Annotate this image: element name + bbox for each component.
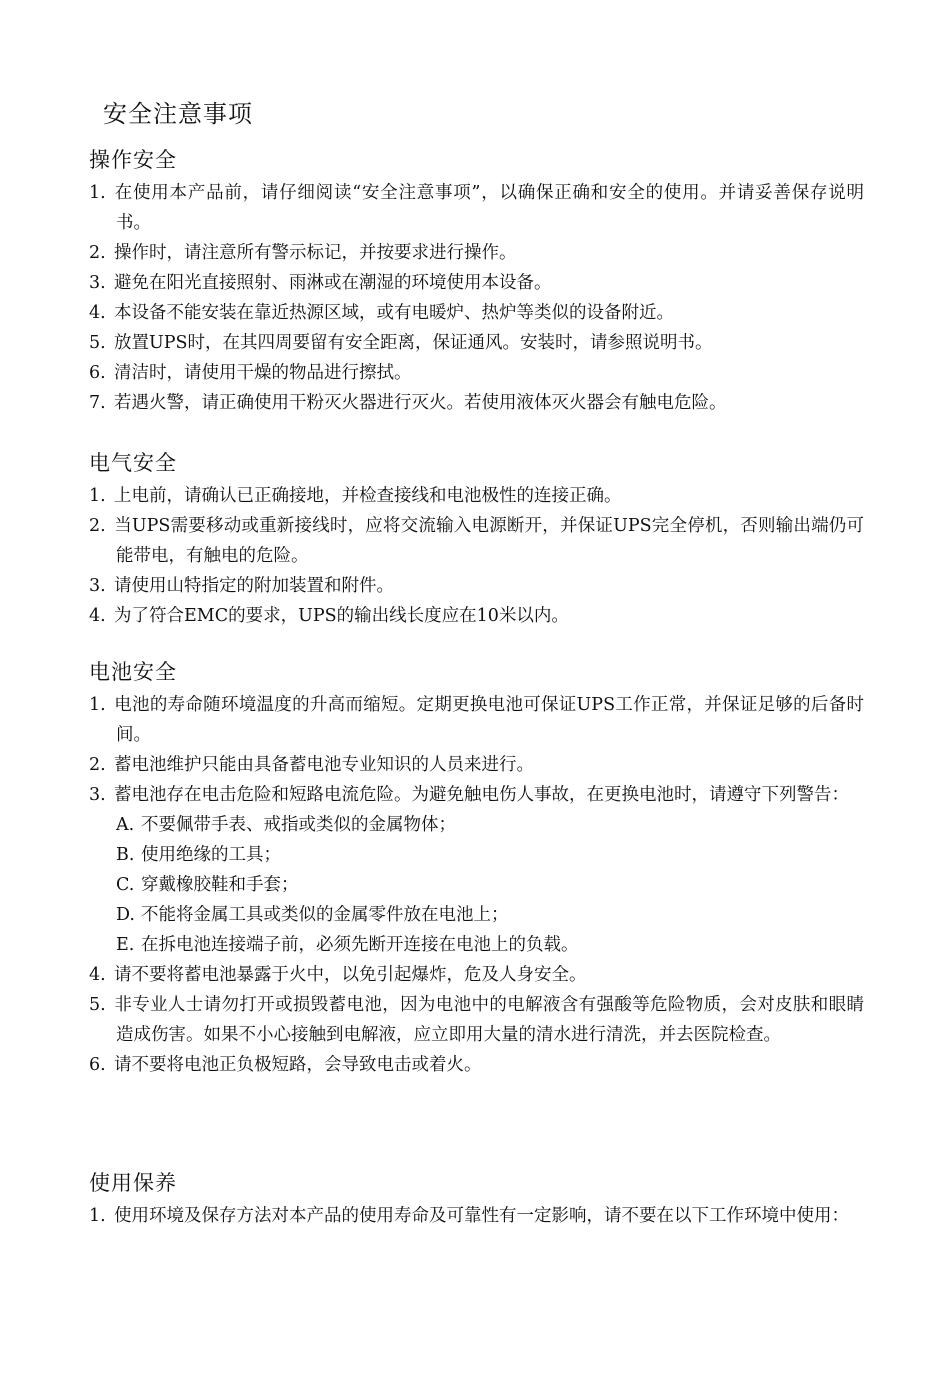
item-list — [89, 178, 864, 418]
item-text: 不要佩带手表、戒指或类似的金属物体； — [141, 815, 456, 835]
item-number: 4. — [89, 303, 106, 323]
item-text: 避免在阳光直接照射、雨淋或在潮湿的环境使用本设备。 — [114, 273, 552, 293]
item-text: 使用绝缘的工具； — [141, 845, 281, 865]
item-letter: C. — [116, 875, 135, 895]
list-item — [89, 571, 864, 601]
list-item — [89, 298, 864, 328]
sub-list-item — [89, 870, 864, 900]
item-number: 1. — [89, 695, 106, 715]
section-usage-maintenance — [89, 1169, 864, 1231]
section-heading: 电气安全 — [89, 451, 177, 475]
list-item — [89, 511, 864, 571]
item-list — [89, 690, 864, 1080]
item-number: 2. — [89, 755, 106, 775]
item-list — [89, 481, 864, 631]
section-battery-safety — [89, 658, 864, 1080]
list-item — [89, 990, 864, 1050]
section-electrical-safety — [89, 449, 864, 631]
list-item — [89, 1050, 864, 1080]
item-letter: B. — [116, 845, 135, 865]
item-text: 清洁时，请使用干燥的物品进行擦拭。 — [114, 363, 412, 383]
item-text: 上电前，请确认已正确接地，并检查接线和电池极性的连接正确。 — [114, 486, 622, 506]
item-number: 4. — [89, 965, 106, 985]
list-item — [89, 268, 864, 298]
item-number: 6. — [89, 363, 106, 383]
sub-list-item — [89, 900, 864, 930]
list-item — [89, 388, 864, 418]
item-text: 放置UPS时，在其四周要留有安全距离，保证通风。安装时，请参照说明书。 — [114, 333, 713, 353]
item-text: 操作时，请注意所有警示标记，并按要求进行操作。 — [114, 243, 517, 263]
item-text: 穿戴橡胶鞋和手套； — [141, 875, 299, 895]
item-number: 2. — [89, 243, 106, 263]
list-item — [89, 780, 864, 810]
item-text: 蓄电池维护只能由具备蓄电池专业知识的人员来进行。 — [114, 755, 534, 775]
sub-list-item — [89, 840, 864, 870]
item-number: 5. — [89, 995, 106, 1015]
item-number: 3. — [89, 785, 106, 805]
item-text: 本设备不能安装在靠近热源区域，或有电暖炉、热炉等类似的设备附近。 — [114, 303, 674, 323]
list-item — [89, 178, 864, 238]
page-title: 安全注意事项 — [103, 100, 253, 128]
list-item — [89, 358, 864, 388]
item-letter: E. — [116, 935, 135, 955]
item-number: 1. — [89, 1206, 106, 1226]
item-letter: A. — [116, 815, 135, 835]
item-list — [89, 1201, 864, 1231]
item-number: 3. — [89, 273, 106, 293]
item-number: 1. — [89, 486, 106, 506]
item-text: 请不要将蓄电池暴露于火中，以免引起爆炸，危及人身安全。 — [114, 965, 587, 985]
section-heading: 操作安全 — [89, 148, 177, 172]
item-number: 6. — [89, 1055, 106, 1075]
list-item — [89, 328, 864, 358]
item-text: 请使用山特指定的附加装置和附件。 — [114, 576, 394, 596]
list-item — [89, 750, 864, 780]
item-number: 4. — [89, 606, 106, 626]
item-text: 使用环境及保存方法对本产品的使用寿命及可靠性有一定影响，请不要在以下工作环境中使用： — [114, 1206, 849, 1226]
item-text: 不能将金属工具或类似的金属零件放在电池上； — [141, 905, 509, 925]
item-number: 1. — [89, 183, 106, 203]
item-number: 2. — [89, 516, 106, 536]
item-text: 在拆电池连接端子前，必须先断开连接在电池上的负载。 — [141, 935, 579, 955]
item-number: 5. — [89, 333, 106, 353]
item-text: 为了符合EMC的要求，UPS的输出线长度应在10米以内。 — [114, 606, 569, 626]
list-item — [89, 960, 864, 990]
list-item — [89, 481, 864, 511]
item-text: 电池的寿命随环境温度的升高而缩短。定期更换电池可保证UPS工作正常，并保证足够的后备时间。 — [114, 695, 864, 745]
item-number: 7. — [89, 393, 106, 413]
item-text: 当UPS需要移动或重新接线时，应将交流输入电源断开，并保证UPS完全停机，否则输出端仍可能带电，有触电的危险。 — [114, 516, 864, 566]
section-heading: 使用保养 — [89, 1171, 177, 1195]
list-item — [89, 1201, 864, 1231]
list-item — [89, 238, 864, 268]
list-item — [89, 601, 864, 631]
section-heading: 电池安全 — [89, 660, 177, 684]
item-text: 若遇火警，请正确使用干粉灭火器进行灭火。若使用液体灭火器会有触电危险。 — [114, 393, 727, 413]
sub-list-item — [89, 810, 864, 840]
item-text: 在使用本产品前，请仔细阅读“安全注意事项”，以确保正确和安全的使用。并请妥善保存说明书。 — [114, 183, 864, 233]
item-text: 非专业人士请勿打开或损毁蓄电池，因为电池中的电解液含有强酸等危险物质，会对皮肤和眼睛造成伤害。如果不小心接触到电解液，应立即用大量的清水进行清洗，并去医院检查。 — [114, 995, 864, 1045]
item-number: 3. — [89, 576, 106, 596]
sub-list-item — [89, 930, 864, 960]
item-letter: D. — [116, 905, 135, 925]
item-text: 蓄电池存在电击危险和短路电流危险。为避免触电伤人事故，在更换电池时，请遵守下列警告： — [114, 785, 849, 805]
section-operation-safety — [89, 146, 864, 418]
list-item — [89, 690, 864, 750]
item-text: 请不要将电池正负极短路，会导致电击或着火。 — [114, 1055, 482, 1075]
